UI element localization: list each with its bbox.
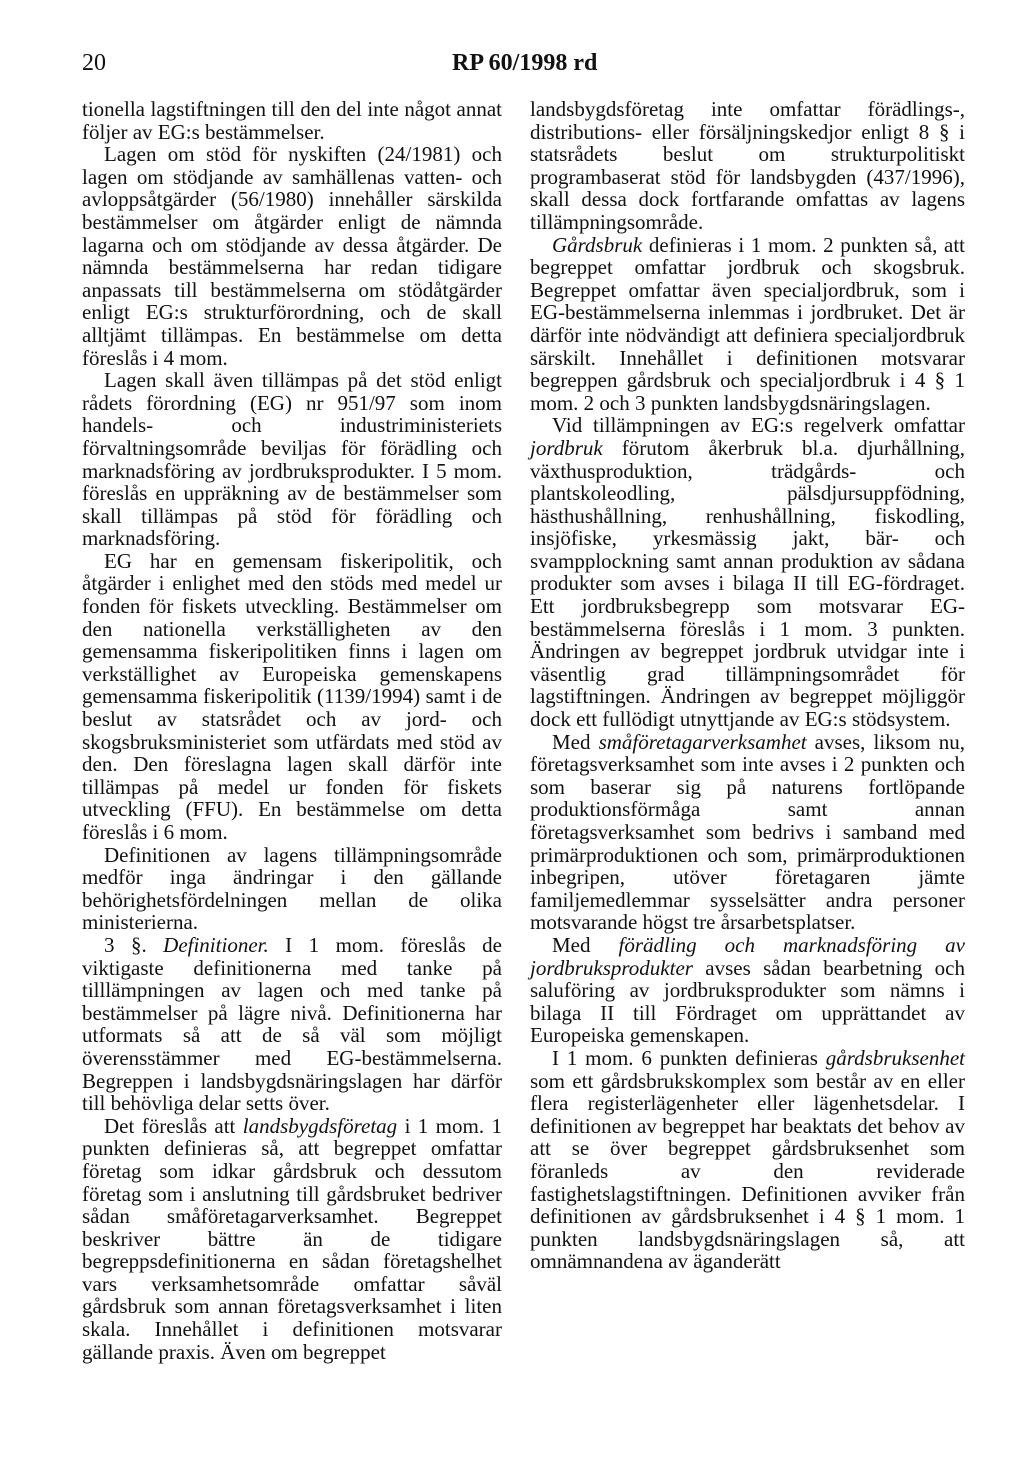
paragraph xyxy=(530,234,965,415)
section-heading: Definitioner. xyxy=(163,932,269,957)
text-run: förutom åkerbruk bl.a. djurhållning, växthusproduktion, trädgårds- och plantskoleodling, pälsdjursuppfödning, hästhushållning, renhushållning, fiskodling, insjöfiske, yrkesmässig jakt, bär- och svampplockning samt annan produktion av sådana produkter som avses i bilaga II till EG-fördraget. Ett jordbruksbegrepp som motsvarar EG-bestämmelserna föreslås i 1 mom. 3 punkten. Ändringen av begreppet jordbruk utvidgar inte i väsentlig grad tillämpningsområdet för lagstiftningen. Ändringen av begreppet möjliggör dock ett fullödigt utnyttjande av EG:s stödsystem. xyxy=(530,435,965,732)
paragraph xyxy=(530,934,965,1047)
page-header xyxy=(82,48,962,88)
paragraph: Definitionen av lagens tillämpningsområde medför inga ändringar i den gällande behörighetsfördelningen mellan de olika ministerierna. xyxy=(82,842,502,935)
paragraph xyxy=(530,1047,965,1273)
defined-term: landsbygdsföretag xyxy=(242,1113,398,1138)
paragraph: landsbygdsföretag inte omfattar förädlings-, distributions- eller försäljningskedjor enligt 8 § i statsrådets beslut om strukturpolitiskt programbaserat stöd för landsbygden (437/1996), skall dessa dock fortfarande omfattas av lagens tillämpningsområde. xyxy=(530,97,965,234)
defined-term: småföretagarverksamhet xyxy=(598,729,807,754)
document-id: RP 60/1998 rd xyxy=(452,50,598,76)
text-run: I 1 mom. 6 punkten definieras xyxy=(552,1045,826,1070)
text-run: I 1 mom. föreslås de viktigaste definitionerna med tanke på tilllämpningen av lagen och med tanke på bestämmelser på lägre nivå. Definitionerna har utformats så att de så väl som möjligt överensstämmer med EG-bestämmelserna. Begreppen i landsbygdsnäringslagen har därför till behövliga delar setts över. xyxy=(82,932,503,1116)
text-run: 3 §. xyxy=(104,932,164,957)
defined-term: jordbruk xyxy=(530,435,603,460)
paragraph-definitions xyxy=(82,934,502,1115)
paragraph xyxy=(530,414,965,730)
text-run: Vid tillämpningen av EG:s regelverk omfattar xyxy=(552,413,965,438)
text-run: definieras i 1 mom. 2 punkten så, att begreppet omfattar jordbruk och skogsbruk. Begreppet omfattar även specialjordbruk, som i EG-bestämmelserna inlemmas i jordbruket. Det är därför inte nödvändigt att definiera specialjordbruk särskilt. Innehållet i definitionen motsvarar begreppen gårdsbruk och specialjordbruk i 4 § 1 mom. 2 och 3 punkten landsbygdsnäringslagen. xyxy=(530,232,965,415)
page-number: 20 xyxy=(82,50,106,76)
paragraph: tionella lagstiftningen till den del inte något annat följer av EG:s bestämmelser. xyxy=(82,97,502,144)
paragraph: Lagen skall även tillämpas på det stöd enligt rådets förordning (EG) nr 951/97 som inom handels- och industriministeriets förvaltningsområde beviljas för förädling och marknadsföring av jordbruksprodukter. I 5 mom. föreslås en uppräkning av de bestämmelser som skall tillämpas på stöd för förädling och marknadsföring. xyxy=(82,368,502,551)
paragraph: EG har en gemensam fiskeripolitik, och åtgärder i enlighet med den stöds med medel ur fonden för fiskets utveckling. Bestämmelser om den nationella verkställigheten av den gemensamma fiskeripolitiken finns i lagen om verkställighet av Europeiska gemenskapens gemensamma fiskeripolitik (1139/1994) samt i de beslut av statsrådet och av jord- och skogsbruksministeriet som utfärdats med stöd av den. Den föreslagna lagen skall därför inte tillämpas på medel ur fonden för fiskets utveckling (FFU). En bestämmelse om detta föreslås i 6 mom. xyxy=(82,548,502,844)
right-column xyxy=(530,98,965,1273)
text-run: Med xyxy=(552,729,599,754)
text-run: som ett gårdsbrukskomplex som består av en eller flera registerlägenheter eller lägenhetsdelar. I definitionen av begreppet har beaktats det behov av att se över begreppet gårdsbruksenhet som föranleds av den reviderade fastighetslagstiftningen. Definitionen avviker från definitionen av gårdsbruksenhet i 4 § 1 mom. 1 punkten landsbygdsnäringslagen så, att omnämnandena av äganderätt xyxy=(530,1068,965,1274)
text-run: Med xyxy=(552,932,619,957)
paragraph: Lagen om stöd för nyskiften (24/1981) och lagen om stödjande av samhällenas vatten- och avloppsåtgärder (56/1980) innehåller särskilda bestämmelser om åtgärder enligt de nämnda lagarna och om stödjande av dessa åtgärder. De nämnda bestämmelserna har redan tidigare anpassats till bestämmelserna om stödåtgärder enligt EG:s strukturförordning, och de skall alltjämt tillämpas. En bestämmelse om detta föreslås i 4 mom. xyxy=(82,142,502,370)
paragraph xyxy=(82,1115,502,1364)
text-run: avses, liksom nu, företagsverksamhet som inte avses i 2 punkten och som baserar sig på naturens fortlöpande produktionsförmåga samt annan företagsverksamhet som bedrivs i samband med primärproduktionen och som, primärproduktionen inbegripen, utöver företagaren jämte familjemedlemmar sysselsätter andra personer motsvarande högst tre årsarbetsplatser. xyxy=(530,729,965,935)
left-column xyxy=(82,98,502,1363)
defined-term: förädling och marknadsföring av jordbruksprodukter xyxy=(530,932,965,980)
text-run: avses sådan bearbetning och saluföring av jordbruksprodukter som nämns i bilaga II till Fördraget om upprättandet av Europeiska gemenskapen. xyxy=(530,955,965,1048)
defined-term: Gårdsbruk xyxy=(552,232,643,257)
defined-term: gårdsbruksenhet xyxy=(825,1045,965,1070)
paragraph xyxy=(530,731,965,934)
text-run: Det föreslås att xyxy=(104,1113,243,1138)
text-run: i 1 mom. 1 punkten definieras så, att begreppet omfattar företag som idkar gårdsbruk och dessutom företag som i anslutning till gårdsbruket bedriver sådan småföretagarverksamhet. Begreppet beskriver bättre än de tidigare begreppsdefinitionerna en sådan företagshelhet vars verksamhetsområde omfattar såväl gårdsbruk som annan företagsverksamhet i liten skala. Innehållet i definitionen motsvarar gällande praxis. Även om begreppet xyxy=(82,1113,502,1364)
